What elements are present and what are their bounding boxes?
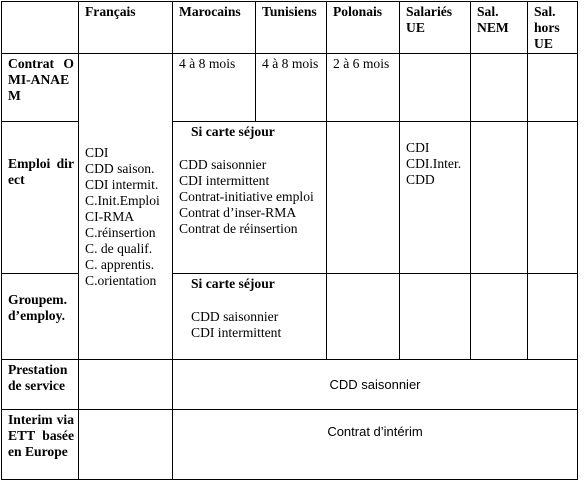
contract-item: CDI intermittent — [191, 325, 282, 340]
francais-item: C. apprentis. — [85, 256, 155, 272]
contract-item: CDD saisonnier — [191, 309, 279, 324]
ue-contract-item: CDI.Inter. — [406, 156, 462, 171]
row-label-interim: Interim via ETT basée en Europe — [2, 410, 79, 480]
interim-value: Contrat d’intérim — [173, 410, 578, 480]
groupement-polonais — [327, 274, 400, 360]
groupement-sal-hors-ue — [528, 274, 578, 360]
row-label-emploi-direct: Emploi direct — [2, 122, 79, 274]
header-salaries-ue: Salariés UE — [400, 2, 471, 54]
header-row — [2, 2, 578, 54]
header-tunisiens: Tunisiens — [256, 2, 327, 54]
header-francais: Français — [79, 2, 173, 54]
emploi-direct-polonais — [327, 122, 400, 274]
contract-item: Contrat-initiative emploi — [179, 189, 314, 204]
header-sal-nem: Sal. NEM — [471, 2, 528, 54]
row-label-prestation: Prestation de service — [2, 360, 79, 410]
row-label-contrat-omi: Contrat OMI-ANAEM — [2, 54, 79, 122]
francais-contract-list — [79, 54, 173, 360]
omi-tunisiens: 4 à 8 mois — [256, 54, 327, 122]
omi-marocains: 4 à 8 mois — [173, 54, 256, 122]
groupement-salaries-ue — [400, 274, 471, 360]
contract-item: CDI intermittent — [179, 173, 270, 188]
omi-sal-nem — [471, 54, 528, 122]
header-blank — [2, 2, 79, 54]
emploi-direct-carte-sejour — [173, 122, 327, 274]
francais-item: C.Init.Emploi — [85, 192, 160, 208]
contract-item: Contrat de réinsertion — [179, 221, 298, 236]
row-interim — [2, 410, 578, 480]
contract-table — [1, 1, 578, 480]
header-polonais: Polonais — [327, 2, 400, 54]
carte-sejour-heading: Si carte séjour — [191, 276, 275, 291]
francais-item: C. de qualif. — [85, 240, 153, 256]
francais-item: CI-RMA — [85, 208, 135, 224]
francais-item: C.orientation — [85, 272, 157, 288]
contract-item: CDD saisonnier — [179, 157, 267, 172]
groupement-sal-nem — [471, 274, 528, 360]
groupement-carte-sejour — [173, 274, 327, 360]
omi-sal-hors-ue — [528, 54, 578, 122]
row-contrat-omi — [2, 54, 578, 122]
interim-francais — [79, 410, 173, 480]
francais-item: CDI — [85, 144, 109, 160]
francais-item: CDD saison. — [85, 160, 155, 176]
emploi-direct-salaries-ue — [400, 122, 471, 274]
emploi-direct-sal-hors-ue — [528, 122, 578, 274]
prestation-value: CDD saisonnier — [173, 360, 578, 410]
omi-polonais: 2 à 6 mois — [327, 54, 400, 122]
francais-item: C.réinsertion — [85, 224, 156, 240]
emploi-direct-sal-nem — [471, 122, 528, 274]
row-label-groupement: Groupem. d’employ. — [2, 274, 79, 360]
ue-contract-item: CDI — [406, 140, 430, 155]
francais-item: CDI intermit. — [85, 176, 159, 192]
carte-sejour-heading: Si carte séjour — [191, 124, 275, 139]
omi-salaries-ue — [400, 54, 471, 122]
header-sal-hors-ue: Sal. hors UE — [528, 2, 578, 54]
ue-contract-item: CDD — [406, 172, 435, 187]
row-prestation — [2, 360, 578, 410]
header-marocains: Marocains — [173, 2, 256, 54]
prestation-francais — [79, 360, 173, 410]
contract-item: Contrat d’inser-RMA — [179, 205, 297, 220]
